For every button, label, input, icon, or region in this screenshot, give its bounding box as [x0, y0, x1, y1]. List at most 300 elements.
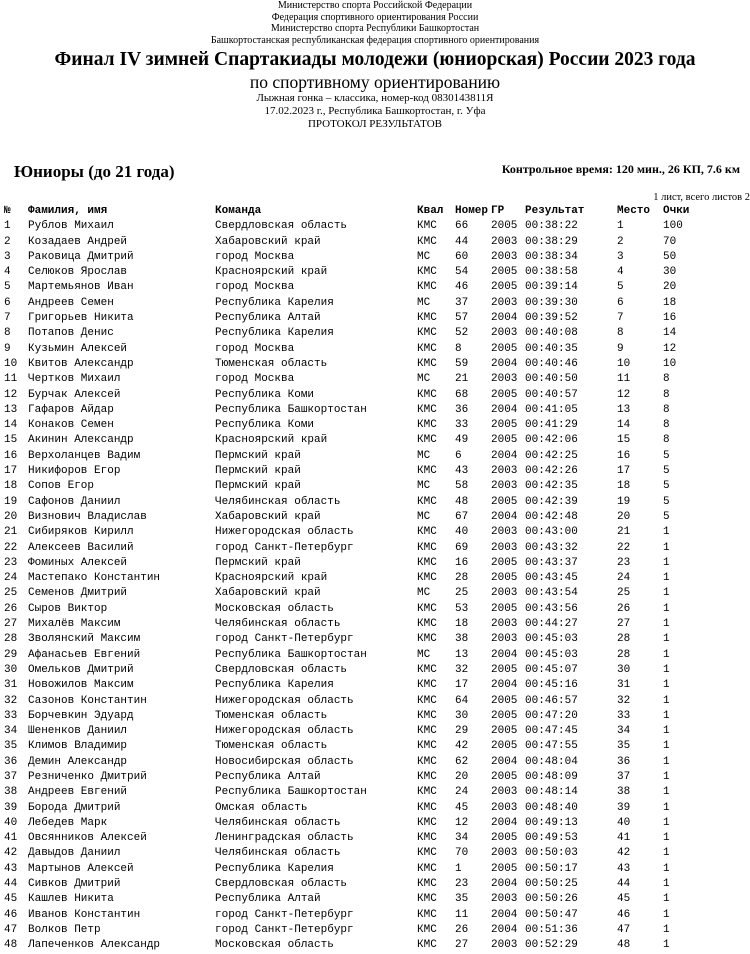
qualification: КМС	[417, 526, 437, 539]
birth-year: 2003	[491, 633, 518, 646]
row-number: 13	[4, 403, 18, 416]
birth-year: 2005	[491, 770, 518, 783]
points: 1	[663, 893, 670, 906]
table-row	[4, 801, 703, 816]
team-name: город Москва	[215, 250, 295, 263]
qualification: КМС	[417, 556, 437, 569]
qualification: МС	[417, 449, 431, 462]
row-number: 22	[4, 541, 18, 554]
points: 1	[663, 572, 670, 585]
athlete-name: Климов Владимир	[28, 740, 128, 753]
place: 3	[617, 250, 624, 263]
result-time: 00:50:26	[525, 893, 578, 906]
result-time: 00:45:03	[525, 648, 578, 661]
place: 31	[617, 679, 631, 692]
qualification: КМС	[417, 893, 437, 906]
row-number: 43	[4, 862, 18, 875]
bib-number: 60	[455, 250, 469, 263]
qualification: КМС	[417, 923, 437, 936]
result-time: 00:43:32	[525, 541, 578, 554]
qualification: МС	[417, 373, 431, 386]
points: 1	[663, 694, 670, 707]
row-number: 23	[4, 556, 18, 569]
points: 1	[663, 709, 670, 722]
birth-year: 2003	[491, 465, 518, 478]
birth-year: 2005	[491, 342, 518, 355]
points: 1	[663, 541, 670, 554]
place: 19	[617, 495, 631, 508]
birth-year: 2004	[491, 816, 518, 829]
birth-year: 2003	[491, 480, 518, 493]
team-name: Красноярский край	[215, 266, 328, 279]
table-row	[4, 739, 703, 754]
birth-year: 2004	[491, 679, 518, 692]
table-row	[4, 433, 703, 448]
table-row	[4, 571, 703, 586]
birth-year: 2003	[491, 541, 518, 554]
points: 50	[663, 250, 677, 263]
points: 70	[663, 235, 677, 248]
athlete-name: Шененков Даниил	[28, 725, 128, 738]
points: 16	[663, 312, 677, 325]
team-name: Пермский край	[215, 480, 301, 493]
place: 36	[617, 755, 631, 768]
place: 28	[617, 648, 631, 661]
result-time: 00:45:16	[525, 679, 578, 692]
athlete-name: Козадаев Андрей	[28, 235, 128, 248]
row-number: 2	[4, 235, 11, 248]
bib-number: 27	[455, 939, 469, 952]
place: 10	[617, 357, 631, 370]
athlete-name: Фоминых Алексей	[28, 556, 128, 569]
points: 100	[663, 220, 683, 233]
place: 17	[617, 465, 631, 478]
bib-number: 42	[455, 740, 469, 753]
table-row	[4, 632, 703, 647]
points: 1	[663, 587, 670, 600]
table-row	[4, 495, 703, 510]
col-number: №	[4, 205, 11, 217]
birth-year: 2005	[491, 602, 518, 615]
team-name: Челябинская область	[215, 495, 341, 508]
result-time: 00:38:58	[525, 266, 578, 279]
row-number: 4	[4, 266, 11, 279]
table-row	[4, 311, 703, 326]
bib-number: 38	[455, 633, 469, 646]
qualification: КМС	[417, 633, 437, 646]
table-row	[4, 586, 703, 601]
athlete-name: Бурчак Алексей	[28, 388, 121, 401]
place: 40	[617, 816, 631, 829]
bib-number: 34	[455, 832, 469, 845]
place: 13	[617, 403, 631, 416]
bib-number: 8	[455, 342, 462, 355]
points: 10	[663, 357, 677, 370]
team-name: Пермский край	[215, 449, 301, 462]
qualification: МС	[417, 250, 431, 263]
points: 1	[663, 755, 670, 768]
row-number: 15	[4, 434, 18, 447]
place: 15	[617, 434, 631, 447]
result-time: 00:43:54	[525, 587, 578, 600]
table-row	[4, 342, 703, 357]
place: 32	[617, 694, 631, 707]
result-time: 00:39:14	[525, 281, 578, 294]
birth-year: 2005	[491, 419, 518, 432]
row-number: 26	[4, 602, 18, 615]
row-number: 5	[4, 281, 11, 294]
row-number: 12	[4, 388, 18, 401]
table-row	[4, 250, 703, 265]
qualification: КМС	[417, 816, 437, 829]
qualification: КМС	[417, 327, 437, 340]
table-row	[4, 602, 703, 617]
bib-number: 54	[455, 266, 469, 279]
place: 18	[617, 480, 631, 493]
team-name: Хабаровский край	[215, 587, 321, 600]
place: 39	[617, 801, 631, 814]
bib-number: 28	[455, 572, 469, 585]
result-time: 00:44:27	[525, 618, 578, 631]
team-name: Московская область	[215, 939, 334, 952]
place: 25	[617, 587, 631, 600]
place: 9	[617, 342, 624, 355]
bib-number: 35	[455, 893, 469, 906]
row-number: 8	[4, 327, 11, 340]
athlete-name: Чертков Михаил	[28, 373, 121, 386]
result-time: 00:39:30	[525, 296, 578, 309]
place: 42	[617, 847, 631, 860]
result-time: 00:38:22	[525, 220, 578, 233]
qualification: МС	[417, 510, 431, 523]
row-number: 29	[4, 648, 18, 661]
table-header-row	[4, 204, 703, 219]
qualification: КМС	[417, 220, 437, 233]
team-name: Челябинская область	[215, 847, 341, 860]
athlete-name: Григорьев Никита	[28, 312, 134, 325]
bib-number: 70	[455, 847, 469, 860]
team-name: город Санкт-Петербург	[215, 923, 354, 936]
bib-number: 64	[455, 694, 469, 707]
bib-number: 33	[455, 419, 469, 432]
place: 8	[617, 327, 624, 340]
result-time: 00:40:35	[525, 342, 578, 355]
place: 28	[617, 633, 631, 646]
bib-number: 69	[455, 541, 469, 554]
team-name: Пермский край	[215, 556, 301, 569]
team-name: Республика Башкортостан	[215, 403, 367, 416]
row-number: 47	[4, 923, 18, 936]
points: 1	[663, 908, 670, 921]
result-time: 00:48:09	[525, 770, 578, 783]
row-number: 32	[4, 694, 18, 707]
birth-year: 2003	[491, 235, 518, 248]
points: 14	[663, 327, 677, 340]
table-row	[4, 265, 703, 280]
birth-year: 2004	[491, 312, 518, 325]
table-row	[4, 938, 703, 953]
row-number: 19	[4, 495, 18, 508]
birth-year: 2005	[491, 556, 518, 569]
points: 1	[663, 663, 670, 676]
row-number: 35	[4, 740, 18, 753]
bib-number: 53	[455, 602, 469, 615]
row-number: 20	[4, 510, 18, 523]
row-number: 44	[4, 878, 18, 891]
athlete-name: Борчевкин Эдуард	[28, 709, 134, 722]
team-name: Нижегородская область	[215, 694, 354, 707]
row-number: 41	[4, 832, 18, 845]
table-row	[4, 525, 703, 540]
points: 30	[663, 266, 677, 279]
athlete-name: Мастепако Константин	[28, 572, 161, 585]
qualification: КМС	[417, 281, 437, 294]
team-name: Красноярский край	[215, 572, 328, 585]
place: 26	[617, 602, 631, 615]
table-row	[4, 709, 703, 724]
table-row	[4, 556, 703, 571]
points: 18	[663, 296, 677, 309]
athlete-name: Михалёв Максим	[28, 618, 121, 631]
points: 1	[663, 832, 670, 845]
place: 37	[617, 770, 631, 783]
org-line-4: Башкортостанская республиканская федерация спортивного ориентирования	[210, 34, 540, 46]
row-number: 31	[4, 679, 18, 692]
result-time: 00:41:29	[525, 419, 578, 432]
birth-year: 2003	[491, 893, 518, 906]
place: 4	[617, 266, 624, 279]
athlete-name: Конаков Семен	[28, 419, 114, 432]
result-time: 00:49:13	[525, 816, 578, 829]
table-row	[4, 449, 703, 464]
row-number: 1	[4, 220, 11, 233]
sheet-counter: 1 лист, всего листов 2	[653, 192, 750, 203]
qualification: КМС	[417, 801, 437, 814]
result-time: 00:48:40	[525, 801, 578, 814]
place: 22	[617, 541, 631, 554]
team-name: город Санкт-Петербург	[215, 633, 354, 646]
qualification: КМС	[417, 465, 437, 478]
table-row	[4, 648, 703, 663]
points: 1	[663, 816, 670, 829]
birth-year: 2003	[491, 327, 518, 340]
event-subtitle: по спортивному ориентированию	[249, 72, 501, 93]
team-name: город Санкт-Петербург	[215, 541, 354, 554]
team-name: Тюменская область	[215, 357, 328, 370]
birth-year: 2003	[491, 526, 518, 539]
athlete-name: Борода Дмитрий	[28, 801, 121, 814]
athlete-name: Сопов Егор	[28, 480, 95, 493]
qualification: КМС	[417, 266, 437, 279]
team-name: Челябинская область	[215, 618, 341, 631]
result-time: 00:50:03	[525, 847, 578, 860]
team-name: город Москва	[215, 342, 295, 355]
result-time: 00:50:47	[525, 908, 578, 921]
birth-year: 2005	[491, 832, 518, 845]
qualification: КМС	[417, 878, 437, 891]
athlete-name: Омельков Дмитрий	[28, 663, 134, 676]
team-name: Республика Карелия	[215, 679, 334, 692]
col-birth-year: ГР	[491, 205, 505, 217]
place: 34	[617, 725, 631, 738]
table-row	[4, 372, 703, 387]
org-line-2: Федерация спортивного ориентирования России	[271, 11, 479, 23]
result-time: 00:50:25	[525, 878, 578, 891]
athlete-name: Мартемьянов Иван	[28, 281, 134, 294]
place: 46	[617, 908, 631, 921]
table-row	[4, 219, 703, 234]
row-number: 17	[4, 465, 18, 478]
row-number: 24	[4, 572, 18, 585]
points: 1	[663, 633, 670, 646]
row-number: 28	[4, 633, 18, 646]
qualification: КМС	[417, 541, 437, 554]
birth-year: 2004	[491, 908, 518, 921]
table-row	[4, 785, 703, 800]
table-row	[4, 663, 703, 678]
table-row	[4, 235, 703, 250]
qualification: КМС	[417, 939, 437, 952]
group-heading-row	[0, 158, 750, 188]
place: 21	[617, 526, 631, 539]
row-number: 36	[4, 755, 18, 768]
result-time: 00:43:45	[525, 572, 578, 585]
birth-year: 2003	[491, 847, 518, 860]
result-time: 00:42:25	[525, 449, 578, 462]
team-name: Тюменская область	[215, 740, 328, 753]
birth-year: 2003	[491, 296, 518, 309]
team-name: Тюменская область	[215, 709, 328, 722]
row-number: 27	[4, 618, 18, 631]
result-time: 00:40:50	[525, 373, 578, 386]
row-number: 11	[4, 373, 18, 386]
qualification: КМС	[417, 847, 437, 860]
table-row	[4, 296, 703, 311]
athlete-name: Визнович Владислав	[28, 510, 147, 523]
points: 1	[663, 679, 670, 692]
points: 1	[663, 939, 670, 952]
birth-year: 2005	[491, 495, 518, 508]
row-number: 18	[4, 480, 18, 493]
athlete-name: Андреев Евгений	[28, 786, 128, 799]
row-number: 3	[4, 250, 11, 263]
qualification: КМС	[417, 832, 437, 845]
table-row	[4, 755, 703, 770]
birth-year: 2005	[491, 725, 518, 738]
bib-number: 62	[455, 755, 469, 768]
qualification: КМС	[417, 434, 437, 447]
athlete-name: Мартынов Алексей	[28, 862, 134, 875]
qualification: КМС	[417, 862, 437, 875]
points: 5	[663, 495, 670, 508]
team-name: Республика Башкортостан	[215, 648, 367, 661]
bib-number: 16	[455, 556, 469, 569]
team-name: Республика Карелия	[215, 862, 334, 875]
group-title: Юниоры (до 21 года)	[14, 162, 175, 181]
bib-number: 11	[455, 908, 469, 921]
birth-year: 2005	[491, 388, 518, 401]
points: 1	[663, 556, 670, 569]
athlete-name: Семенов Дмитрий	[28, 587, 128, 600]
result-time: 00:42:48	[525, 510, 578, 523]
athlete-name: Верхоланцев Вадим	[28, 449, 141, 462]
team-name: Республика Алтай	[215, 893, 321, 906]
result-time: 00:49:53	[525, 832, 578, 845]
points: 1	[663, 862, 670, 875]
place: 47	[617, 923, 631, 936]
team-name: Ленинградская область	[215, 832, 354, 845]
qualification: МС	[417, 587, 431, 600]
table-row	[4, 357, 703, 372]
table-row	[4, 923, 703, 938]
place: 23	[617, 556, 631, 569]
bib-number: 40	[455, 526, 469, 539]
bib-number: 29	[455, 725, 469, 738]
athlete-name: Никифоров Егор	[28, 465, 121, 478]
qualification: МС	[417, 648, 431, 661]
row-number: 42	[4, 847, 18, 860]
team-name: Республика Алтай	[215, 770, 321, 783]
birth-year: 2004	[491, 510, 518, 523]
birth-year: 2005	[491, 694, 518, 707]
result-time: 00:45:07	[525, 663, 578, 676]
row-number: 39	[4, 801, 18, 814]
points: 5	[663, 465, 670, 478]
team-name: Московская область	[215, 602, 334, 615]
athlete-name: Селюков Ярослав	[28, 266, 128, 279]
result-time: 00:42:06	[525, 434, 578, 447]
table-row	[4, 831, 703, 846]
bib-number: 66	[455, 220, 469, 233]
birth-year: 2004	[491, 449, 518, 462]
bib-number: 32	[455, 663, 469, 676]
athlete-name: Демин Александр	[28, 755, 128, 768]
bib-number: 21	[455, 373, 469, 386]
bib-number: 17	[455, 679, 469, 692]
row-number: 45	[4, 893, 18, 906]
row-number: 48	[4, 939, 18, 952]
qualification: КМС	[417, 235, 437, 248]
athlete-name: Сазонов Константин	[28, 694, 147, 707]
points: 1	[663, 923, 670, 936]
birth-year: 2004	[491, 755, 518, 768]
result-time: 00:51:36	[525, 923, 578, 936]
points: 20	[663, 281, 677, 294]
bib-number: 52	[455, 327, 469, 340]
place: 35	[617, 740, 631, 753]
place: 45	[617, 893, 631, 906]
bib-number: 13	[455, 648, 469, 661]
bib-number: 57	[455, 312, 469, 325]
bib-number: 67	[455, 510, 469, 523]
row-number: 37	[4, 770, 18, 783]
qualification: КМС	[417, 663, 437, 676]
points: 8	[663, 419, 670, 432]
table-row	[4, 877, 703, 892]
row-number: 34	[4, 725, 18, 738]
birth-year: 2005	[491, 663, 518, 676]
bib-number: 44	[455, 235, 469, 248]
place: 11	[617, 373, 631, 386]
points: 5	[663, 510, 670, 523]
points: 1	[663, 618, 670, 631]
athlete-name: Волков Петр	[28, 923, 101, 936]
results-table	[4, 204, 703, 954]
result-time: 00:47:45	[525, 725, 578, 738]
protocol-header	[0, 0, 750, 131]
team-name: Свердловская область	[215, 220, 348, 233]
date-place-line: 17.02.2023 г., Республика Башкортостан, г. Уфа	[264, 105, 486, 118]
